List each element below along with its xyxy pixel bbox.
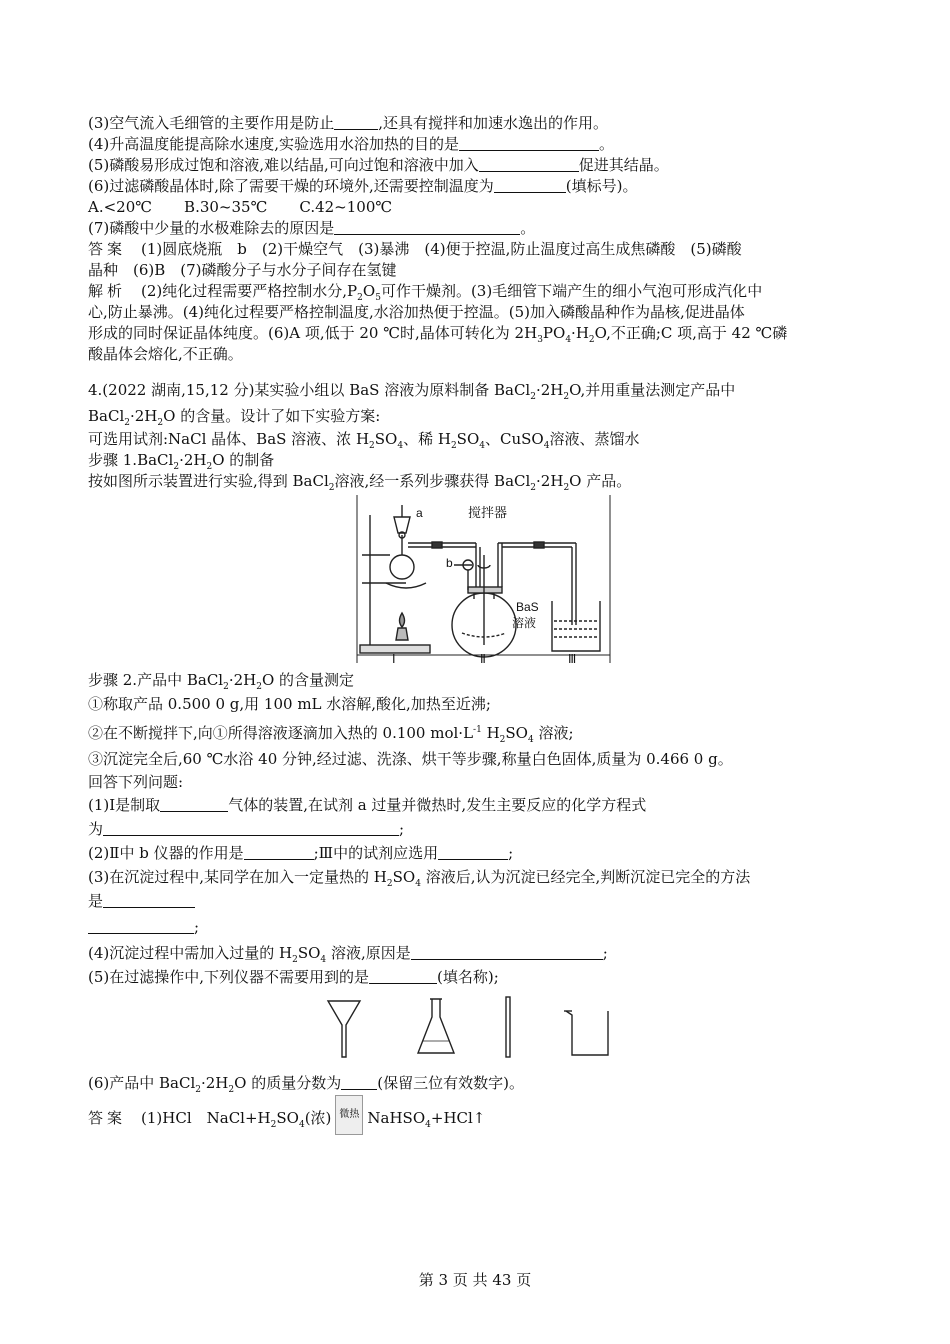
q3-answer: 答案 (1)圆底烧瓶 b (2)干燥空气 (3)暴沸 (4)便于控温,防止温度过高生成焦磷酸 (5)磷酸 <box>88 240 742 258</box>
q4-reagents: 可选用试剂:NaCl 晶体、BaS 溶液、浓 $H_2SO_4$、稀 $H_2SO_4$、CuSO$_4$溶液、蒸馏水 <box>88 430 640 451</box>
flask-icon <box>418 999 454 1053</box>
q4-heading: 4.(2022 湖南,15,12 分)某实验小组以 BaS 溶液为原料制备 $BaCl_2\cdot 2H_2O$,并用重量法测定产品中 <box>88 381 736 402</box>
q4-question-3-cont: 是 <box>88 889 868 913</box>
q3-part5: (5)磷酸易形成过饱和溶液,难以结晶,可向过饱和溶液中加入 促进其结晶。 <box>88 156 669 174</box>
beaker-icon <box>564 1011 608 1055</box>
q4-step2-2: ②在不断搅拌下,向①所得溶液逐滴加入热的 0.100 $mol\cdot L^{-1}$ $H_2SO_4$ 溶液; <box>88 724 574 745</box>
label-bas: BaS <box>516 600 539 614</box>
q4-heading-2: $BaCl_2\cdot 2H_2O$ 的含量。设计了如下实验方案: <box>88 407 381 428</box>
glass-rod-icon <box>506 997 510 1057</box>
q3-analysis-2: 心,防止暴沸。(4)纯化过程要严格控制温度,水浴加热便于控温。(5)加入磷酸晶种作为晶核,促进晶体 <box>88 303 745 321</box>
label-a: a <box>416 506 423 520</box>
q3-part7: (7)磷酸中少量的水极难除去的原因是 。 <box>88 219 536 237</box>
q3-analysis: 解析 (2)纯化过程需要严格控制水分$,P_2O_5$可作干燥剂。(3)毛细管下端产生的细小气泡可形成汽化中 <box>88 282 763 303</box>
heat-condition: 微热 <box>335 1095 363 1135</box>
q4-question-3-cont2: ; <box>88 913 868 941</box>
label-roman-3: Ⅲ <box>568 652 577 663</box>
q4-intro: 回答下列问题: <box>88 773 184 791</box>
q3-part6: (6)过滤磷酸晶体时,除了需要干燥的环境外,还需要控制温度为 (填标号)。 <box>88 177 638 195</box>
label-roman-2: Ⅱ <box>480 652 486 663</box>
q4-step1-desc: 按如图所示装置进行实验,得到 BaCl$_2$溶液,经一系列步骤获得 $BaCl_2\cdot 2H_2O$ 产品。 <box>88 472 632 493</box>
q4-answer: 答案 (1)HCl $NaCl+H_2SO_4$(浓) 微热 NaHSO$_4$+HCl↑ <box>88 1095 868 1137</box>
q4-step1-title: 步骤 $1.BaCl_2\cdot 2H_2O$ 的制备 <box>88 451 275 472</box>
label-roman-1: Ⅰ <box>392 652 396 663</box>
q4-step2-title: 步骤 2.产品中 $BaCl_2\cdot 2H_2O$ 的含量测定 <box>88 671 355 692</box>
q4-question-5: (5)在过滤操作中,下列仪器不需要用到的是 (填名称); <box>88 968 499 986</box>
label-b: b <box>446 556 453 570</box>
q3-part3: (3)空气流入毛细管的主要作用是防止 ,还具有搅拌和加速水逸出的作用。 <box>88 114 609 132</box>
q4-question-1-cont: 为 ; <box>88 820 405 838</box>
q4-step2-3: ③沉淀完全后,60 ℃水浴 40 分钟,经过滤、洗涤、烘干等步骤,称量白色固体,质量为 0.466 0 g。 <box>88 750 733 768</box>
q4-question-2: (2)Ⅱ中 b 仪器的作用是 ;Ⅲ中的试剂应选用 ; <box>88 844 514 862</box>
label-solution: 溶液 <box>512 616 537 630</box>
q3-answer-cont: 晶种 (6)B (7)磷酸分子与水分子间存在氢键 <box>88 261 397 279</box>
q3-options: A.<20℃ B.30~35℃ C.42~100℃ <box>88 198 393 216</box>
q3-analysis-3: 形成的同时保证晶体纯度。(6)A 项,低于 20 ℃时,晶体可转化为 $2H_3PO_4\cdot H_2O$,不正确;C 项,高于 42 ℃磷 <box>88 324 788 345</box>
q4-question-4: (4)沉淀过程中需加入过量的 $H_2SO_4$ 溶液,原因是 ; <box>88 944 608 965</box>
page-content <box>88 113 868 1137</box>
apparatus-figure <box>356 495 868 667</box>
q3-analysis-4: 酸晶体会熔化,不正确。 <box>88 345 243 363</box>
q4-step2-1: ①称取产品 0.500 0 g,用 100 mL 水溶解,酸化,加热至近沸; <box>88 695 491 713</box>
q4-question-1: (1)Ⅰ是制取 气体的装置,在试剂 a 过量并微热时,发生主要反应的化学方程式 <box>88 796 647 814</box>
label-stirrer: 搅拌器 <box>468 505 508 520</box>
funnel-icon <box>328 1001 360 1057</box>
q4-question-6: (6)产品中 $BaCl_2\cdot 2H_2O$ 的质量分数为 (保留三位有效数字)。 <box>88 1074 524 1095</box>
page-footer: 第 3 页 共 43 页 <box>418 1271 532 1289</box>
q3-part4: (4)升高温度能提高除水速度,实验选用水浴加热的目的是 。 <box>88 135 615 153</box>
instrument-figures <box>326 995 868 1065</box>
q4-question-3: (3)在沉淀过程中,某同学在加入一定量热的 $H_2SO_4$ 溶液后,认为沉淀已经完全,判断沉淀已完全的方法 <box>88 868 751 889</box>
